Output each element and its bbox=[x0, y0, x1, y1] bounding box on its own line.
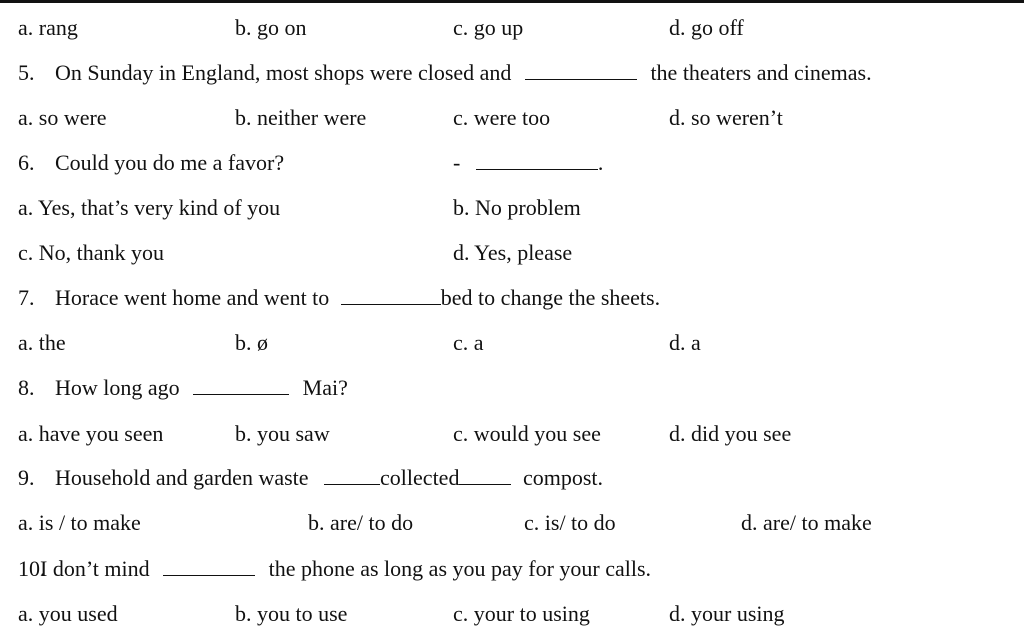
q9-option-c[interactable]: c. is/ to do bbox=[524, 510, 616, 535]
q8-text-before: How long ago bbox=[55, 375, 180, 400]
q8-option-b[interactable]: b. you saw bbox=[235, 421, 330, 446]
q5-options-row bbox=[0, 102, 1024, 134]
q9-options-row bbox=[0, 507, 1024, 539]
q6-option-a[interactable]: a. Yes, that’s very kind of you bbox=[18, 195, 281, 220]
q4-option-d[interactable]: d. go off bbox=[669, 15, 744, 40]
q6-answer-blank[interactable] bbox=[476, 149, 598, 170]
q7-options-row bbox=[0, 327, 1024, 359]
q5-text bbox=[55, 57, 872, 89]
top-rule bbox=[0, 0, 1024, 3]
q7-text-after: bed to change the sheets. bbox=[440, 285, 661, 310]
q7-text bbox=[55, 282, 660, 314]
q10-text-after: the phone as long as you pay for your calls. bbox=[268, 556, 652, 581]
q8-question bbox=[0, 372, 1024, 404]
q6-reply-dash: - bbox=[453, 150, 461, 175]
q7-number: 7. bbox=[18, 285, 35, 310]
q9-text bbox=[55, 462, 603, 494]
q9-option-a[interactable]: a. is / to make bbox=[18, 510, 141, 535]
q7-option-b[interactable]: b. ø bbox=[235, 330, 268, 355]
q8-option-a[interactable]: a. have you seen bbox=[18, 421, 164, 446]
q8-number: 8. bbox=[18, 375, 35, 400]
q5-option-a[interactable]: a. so were bbox=[18, 105, 107, 130]
q8-option-d[interactable]: d. did you see bbox=[669, 421, 792, 446]
q10-option-a[interactable]: a. you used bbox=[18, 601, 118, 626]
q10-option-d[interactable]: d. your using bbox=[669, 601, 785, 626]
q5-answer-blank[interactable] bbox=[525, 59, 637, 80]
q6-number: 6. bbox=[18, 150, 35, 175]
q4-option-c[interactable]: c. go up bbox=[453, 15, 524, 40]
q6-reply-period: . bbox=[597, 150, 604, 175]
q7-text-before: Horace went home and went to bbox=[55, 285, 330, 310]
q9-text-before: Household and garden waste bbox=[55, 465, 309, 490]
q7-option-c[interactable]: c. a bbox=[453, 330, 484, 355]
q6-option-d[interactable]: d. Yes, please bbox=[453, 240, 573, 265]
q9-number: 9. bbox=[18, 465, 35, 490]
q8-text-after: Mai? bbox=[302, 375, 348, 400]
q6-options-row-1 bbox=[0, 192, 1024, 224]
q4-option-a[interactable]: a. rang bbox=[18, 15, 78, 40]
q5-text-before: On Sunday in England, most shops were closed and bbox=[55, 60, 512, 85]
q7-option-d[interactable]: d. a bbox=[669, 330, 701, 355]
q9-answer-blank-2[interactable] bbox=[459, 464, 511, 485]
q6-option-b[interactable]: b. No problem bbox=[453, 195, 581, 220]
q8-answer-blank[interactable] bbox=[193, 374, 289, 395]
q9-question bbox=[0, 462, 1024, 494]
q6-text: Could you do me a favor? bbox=[55, 150, 285, 175]
q5-number: 5. bbox=[18, 60, 35, 85]
q7-option-a[interactable]: a. the bbox=[18, 330, 66, 355]
q7-answer-blank[interactable] bbox=[341, 284, 441, 305]
q5-text-after: the theaters and cinemas. bbox=[650, 60, 872, 85]
q10-options-row bbox=[0, 598, 1024, 630]
q10-text-before: I don’t mind bbox=[40, 556, 150, 581]
q6-option-c[interactable]: c. No, thank you bbox=[18, 240, 165, 265]
q9-answer-blank-1[interactable] bbox=[324, 464, 380, 485]
q9-text-after: compost. bbox=[522, 465, 604, 490]
q7-question bbox=[0, 282, 1024, 314]
q10-text bbox=[40, 553, 651, 585]
q8-options-row bbox=[0, 418, 1024, 450]
q9-option-d[interactable]: d. are/ to make bbox=[741, 510, 872, 535]
q5-option-c[interactable]: c. were too bbox=[453, 105, 551, 130]
q6-question bbox=[0, 147, 1024, 179]
q10-number: 10. bbox=[18, 556, 46, 581]
q6-reply bbox=[453, 147, 603, 179]
q5-option-d[interactable]: d. so weren’t bbox=[669, 105, 783, 130]
q8-text bbox=[55, 372, 348, 404]
q9-option-b[interactable]: b. are/ to do bbox=[308, 510, 414, 535]
q10-answer-blank[interactable] bbox=[163, 555, 255, 576]
q4-options-row bbox=[0, 12, 1024, 44]
q10-option-b[interactable]: b. you to use bbox=[235, 601, 348, 626]
q6-options-row-2 bbox=[0, 237, 1024, 269]
q8-option-c[interactable]: c. would you see bbox=[453, 421, 601, 446]
q9-text-middle: collected bbox=[380, 465, 460, 490]
q4-option-b[interactable]: b. go on bbox=[235, 15, 307, 40]
q5-question bbox=[0, 57, 1024, 89]
q5-option-b[interactable]: b. neither were bbox=[235, 105, 367, 130]
q10-option-c[interactable]: c. your to using bbox=[453, 601, 590, 626]
q10-question bbox=[0, 553, 1024, 585]
